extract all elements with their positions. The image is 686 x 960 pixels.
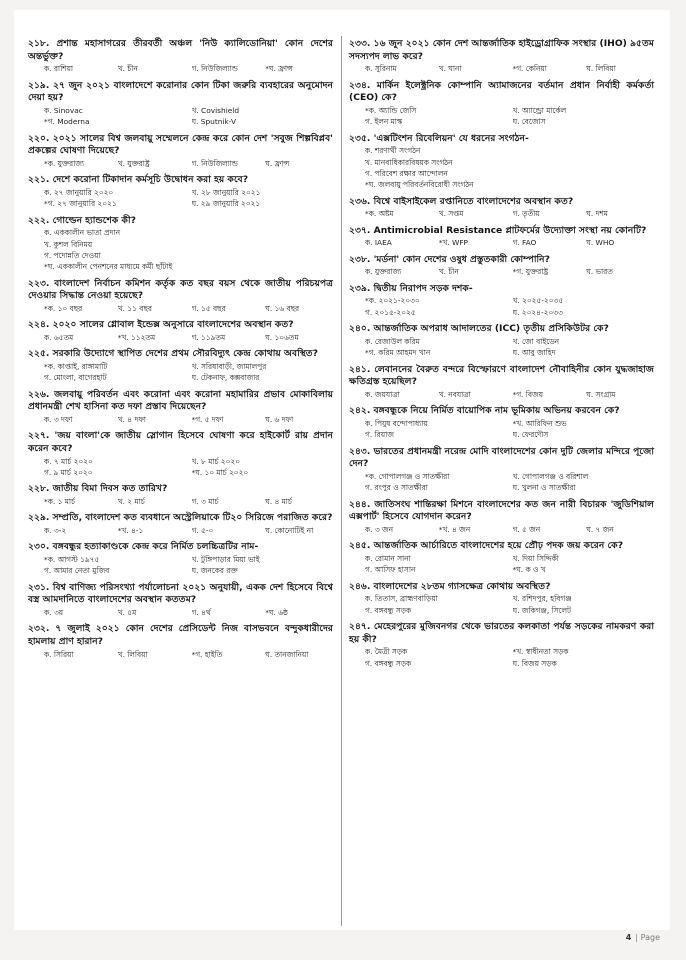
answer-option: *খ. WFP: [438, 238, 469, 248]
answer-option: ক. জয়যাত্রা: [365, 389, 400, 399]
answer-option: গ. ৪র্থ: [191, 608, 211, 617]
answer-option: গ. ১৫ বছর: [191, 304, 226, 313]
question-item: [28, 133, 333, 170]
answer-option: খ. রশিদপুর, হবিগঞ্জ: [512, 594, 572, 604]
question-item: [349, 225, 654, 249]
right-column: [349, 38, 654, 674]
question-item: [349, 323, 654, 358]
answer-options: [349, 237, 654, 248]
answer-option: *ঘ. ক ও খ: [512, 565, 546, 575]
question-text: ২৩৯. দ্বিতীয় নিরাপদ সড়ক দশক-: [349, 282, 473, 294]
answer-options: [28, 187, 333, 210]
answer-options: [28, 303, 333, 314]
answer-option: ক. Sinovac: [44, 105, 83, 115]
question-item: [28, 582, 333, 619]
question-item: [349, 540, 654, 575]
answer-option: *গ. হাইতি: [191, 649, 223, 659]
answer-option: ঘ. ১৬ বছর: [265, 304, 300, 313]
question-text: ২৩২. ৭ জুলাই ২০২১ কোন দেশের প্রেসিডেন্ট নিজ বাসভবনে বন্দুকধারীদের হামলায় প্রাণ হারান?: [28, 623, 333, 647]
answer-option: গ. মোংলা, বাগেরহাট: [44, 373, 107, 383]
answer-option: ঘ. জনকের রক্ত: [191, 566, 238, 576]
answer-options: [28, 496, 333, 507]
question-item: [28, 215, 333, 273]
question-text: ২২১. দেশে করোনা টিকাদান কর্মসূচি উদ্বোধন করা হয় কবে?: [28, 174, 249, 186]
answer-option: খ. ঘানা: [438, 64, 462, 74]
question-item: [28, 278, 333, 315]
answer-option: খ. ২০২৫-২০৩৫: [512, 296, 564, 306]
question-text: ২৪৭. মেহেরপুরের মুজিবনগর থেকে ভারতের কলকাতা পর্যন্ত সড়কের নামকরণ করা হয় কী?: [349, 621, 654, 645]
page-label: Page: [640, 933, 660, 942]
answer-option: খ. টুঙ্গিপাড়ার মিয়া ভাই: [191, 555, 260, 564]
answer-option: ক. মৈত্রী সড়ক: [365, 647, 408, 657]
answer-options: [349, 389, 654, 400]
question-text: ২৩১. বিশ্ব বাণিজ্য পরিসংখ্যা পর্যালোচনা ২০২১ অনুযায়ী, একক দেশ হিসেবে বিশ্বে বস্ত্র আমদানিতে বাংলাদেশের অবস্থান কততম?: [28, 581, 333, 606]
question-text: ২২০. ২০২১ সালের বিশ্ব জলবায়ু সম্মেলনে কেন্দ্র করে কোন দেশ 'সবুজ শিল্পবিপ্লব' প্রকল্পের ঘোষণা দিয়েছে?: [28, 132, 333, 157]
answer-option: ঘ. বিজয় সড়ক: [512, 658, 557, 668]
answer-option: *খ. স্বাধীনতা সড়ক: [512, 647, 569, 657]
answer-options: [349, 208, 654, 219]
answer-option: খ. কুশল বিনিময়: [44, 239, 93, 249]
answer-option: খ. ২৮ জানুয়ারি ২০২১: [191, 187, 261, 197]
answer-options: [28, 554, 333, 577]
question-text: ২২৮. জাতীয় বিমা দিবস কত তারিখ?: [28, 483, 168, 495]
answer-option: গ. আমার নেতা মুজিব: [44, 566, 110, 576]
answer-option: ক. সুরিনাম: [365, 64, 397, 74]
column-divider: [341, 36, 342, 926]
answer-option: *গ. যুক্তরাষ্ট্র: [512, 267, 549, 277]
answer-options: [349, 471, 654, 494]
answer-options: [28, 525, 333, 536]
question-item: [28, 80, 333, 128]
answer-option: ঘ. Sputnik-V: [191, 117, 237, 127]
answer-option: খ. লিবিয়া: [117, 649, 148, 659]
question-text: ২১৮. প্রশান্ত মহাসাগরের তীরবর্তী অঞ্চল 'নিউ ক্যালিডোনিয়া' কোন দেশের অন্তর্ভুক্ত?: [28, 38, 333, 62]
answer-option: গ. ২০১৫-২০২৫: [365, 307, 416, 317]
question-item: [349, 364, 654, 401]
answer-option: ঘ. সংগ্রাম: [586, 389, 616, 399]
answer-option: *ক. ১ মার্চ: [44, 497, 75, 506]
question-item: [349, 581, 654, 616]
question-item: [349, 283, 654, 318]
answer-options: [349, 336, 654, 359]
question-text: ২৪৪. জাতিসংঘ শান্তিরক্ষা মিশনে বাংলাদেশের কত জন নারী বিচারক 'জুডিশিয়াল এক্সপার্ট' হিসেবে যোগদান করেন?: [349, 498, 654, 523]
answer-options: [28, 63, 333, 74]
answer-option: গ. পরিবেশ রক্ষার আন্দোলন: [365, 169, 448, 178]
answer-option: খ. ১১ বছর: [117, 304, 152, 313]
answer-option: ক. ৭ মার্চ ২০২০: [44, 456, 93, 466]
answer-option: ঘ. ২৯ জানুয়ারি ২০২১: [191, 199, 261, 209]
question-item: [28, 623, 333, 660]
answer-option: ঘ. ফ্রান্স: [265, 158, 290, 168]
answer-option: ঘ. ২০২৪-২০৩৩: [512, 307, 563, 317]
answer-options: [349, 524, 654, 535]
answer-option: ক. সিরিয়া: [44, 649, 74, 659]
answer-option: গ. ৯ মার্চ ২০২০: [44, 468, 93, 477]
answer-option: ঘ. ফেরদৌস: [512, 430, 549, 440]
question-item: [28, 430, 333, 478]
answer-options: [28, 456, 333, 479]
answer-option: গ. ৫-০: [191, 526, 214, 535]
answer-option: *ঘ. ফ্রান্স: [265, 64, 293, 74]
answer-option: খ. ৪ দফা: [117, 415, 146, 424]
question-text: ২৩০. বঙ্গবন্ধুর হত্যাকাণ্ডকে কেন্দ্র করে নির্মিত চলচ্চিত্রটির নাম-: [28, 541, 259, 553]
answer-option: ক. IAEA: [365, 238, 392, 248]
answer-option: খ. গোপালগঞ্জ ও বরিশাল: [512, 471, 589, 481]
answer-option: ক. তিতাস, ব্রাহ্মণবাড়িয়া: [365, 594, 438, 604]
answer-option: খ. ৫ম: [117, 608, 137, 617]
answer-option: *ঘ. ৬ষ্ঠ: [265, 608, 288, 617]
answer-option: গ. রিয়াজ: [365, 430, 394, 440]
answer-options: [349, 105, 654, 128]
answer-options: [28, 607, 333, 618]
question-text: ২১৯. ২৭ জুন ২০২১ বাংলাদেশে করোনার কোন টিকা জরুরি ব্যবহারের অনুমোদন দেয়া হয়?: [28, 79, 333, 104]
answer-option: *খ. ১১২তম: [117, 333, 156, 342]
question-item: [349, 499, 654, 536]
question-item: [28, 512, 333, 536]
question-text: ২৪০. আন্তর্জাতিক অপরাধ আদালতের (ICC) তৃতীয় প্রসিকিউটর কে?: [349, 323, 609, 335]
answer-option: খ. যুক্তরাষ্ট্র: [117, 158, 150, 168]
question-item: [349, 196, 654, 220]
answer-option: ঘ. WHO: [586, 238, 615, 248]
answer-option: খ. জো বাইডেন: [512, 336, 560, 346]
answer-option: ক. শরণার্থী সংগঠন: [365, 146, 421, 156]
question-text: ২২৪. ২০২০ সালের গ্লোবাল ইন্ডেক্স অনুসারে বাংলাদেশের অবস্থান কত?: [28, 319, 294, 331]
answer-option: খ. অ্যান্ড্রো মার্কেল: [512, 105, 567, 115]
question-text: ২৩৮. 'মর্ডনা' কোন দেশের ওষুধ প্রস্তুতকারী কোম্পানি?: [349, 253, 550, 265]
answer-option: *ক. গোপালগঞ্জ ও সাতক্ষীরা: [365, 471, 450, 481]
answer-options: [349, 646, 654, 669]
question-text: ২৪২. বঙ্গবন্ধুকে নিয়ে নির্মিত বায়োপিক নাম ভূমিকায় অভিনয় করবেন কে?: [349, 405, 620, 417]
answer-option: গ. আসিফ হাসান: [365, 565, 416, 575]
page-footer: 4 | Page: [625, 933, 660, 942]
question-item: [349, 254, 654, 278]
question-text: ২২৯. সম্প্রতি, বাংলাদেশ কত ব্যবধানে অস্ট্রেলিয়াকে টি২০ সিরিজে পরাজিত করে?: [28, 512, 333, 524]
answer-option: ক. ৩ দফা: [44, 415, 73, 424]
question-item: [28, 389, 333, 426]
answer-option: ঘ. বেজোস: [512, 117, 546, 127]
page-number: 4: [625, 933, 632, 942]
question-text: ২৪৩. ভারতের প্রধানমন্ত্রী নরেন্দ্র মোদি বাংলাদেশের কোন দুটি জেলার মন্দিরে পূজো দেন?: [349, 445, 654, 470]
answer-options: [349, 266, 654, 277]
answer-option: খ. দিয়া সিদ্দিকী: [512, 553, 559, 563]
answer-option: *ক. ২০২১-২০৩০: [365, 296, 420, 306]
answer-option: ক. রোমান সানা: [365, 553, 411, 563]
answer-option: খ. চীন: [117, 64, 138, 74]
answer-option: ক. পিযুষ বন্দোপাধ্যায়: [365, 418, 428, 428]
left-column: [28, 38, 333, 665]
answer-option: *গ. কেনিয়া: [512, 64, 547, 74]
answer-option: খ. সরিষাবাড়ী, জামালপুর: [191, 362, 267, 371]
answer-option: গ. ৩ মার্চ: [191, 497, 219, 506]
answer-option: *খ. আরিফিন শুভ: [512, 418, 567, 428]
question-text: ২২৫. সরকারি উদ্যোগে স্থাপিত দেশের প্রথম সৌরবিদ্যুৎ কেন্দ্র কোথায় অবস্থিত?: [28, 348, 319, 360]
answer-option: ক. এককালীন ভাতা প্রদান: [44, 228, 120, 238]
answer-option: ক. ৩ জন: [365, 524, 394, 534]
answer-options: [349, 593, 654, 616]
question-item: [349, 133, 654, 191]
answer-option: ক. রাশিয়া: [44, 64, 74, 74]
answer-option: ঘ. তানজানিয়া: [265, 649, 309, 659]
answer-option: গ. ৫ জন: [512, 524, 541, 534]
answer-option: ঘ. ৭ জন: [586, 524, 614, 534]
answer-option: খ. চীন: [438, 267, 459, 277]
answer-options: [28, 158, 333, 169]
answer-options: [349, 145, 654, 191]
question-item: [28, 319, 333, 343]
answer-option: *খ. ৪ জন: [438, 524, 471, 534]
answer-option: *গ. করিম আহমদ খান: [365, 348, 431, 358]
answer-option: *ঘ. এককালীন পেনশনের মাধ্যমে কর্মী ছাঁটাই: [44, 262, 173, 272]
answer-option: গ. তৃতীয়: [512, 209, 540, 219]
answer-options: [349, 63, 654, 74]
question-item: [349, 621, 654, 669]
answer-option: ঘ. ৬ দফা: [265, 415, 294, 424]
answer-option: ঘ. জকিগঞ্জ, সিলেট: [512, 605, 572, 615]
question-text: ২২৩. বাংলাদেশ নির্বাচন কমিশন কর্তৃক কত বছর বয়স থেকে জাতীয় পরিচয়পত্র দেওয়ার সিদ্ধান্ত নেওয়া হয়েছে?: [28, 277, 333, 302]
question-text: ২৩৪. মার্কিন ইলেক্ট্রনিক কোম্পানি অ্যামাজনের বর্তমান প্রধান নির্বাহী কর্মকর্তা (CEO) কে?: [349, 79, 654, 104]
answer-option: *ক. অষ্টম: [365, 209, 394, 219]
question-item: [28, 174, 333, 209]
answer-option: *ঘ. ১০ মার্চ ২০২০: [191, 468, 249, 477]
answer-option: গ. বঙ্গবন্ধু সড়ক: [365, 658, 412, 668]
question-item: [28, 483, 333, 507]
answer-option: ক. ৩য়: [44, 608, 64, 617]
answer-option: *ক. যুক্তরাজ্য: [44, 158, 84, 168]
question-text: ২২২. গোল্ডেন হ্যান্ডশেক কী?: [28, 214, 136, 226]
question-item: [28, 348, 333, 383]
answer-option: *গ. ৫ দফা: [191, 415, 224, 424]
question-text: ২২৭. 'জয় বাংলা'কে জাতীয় স্লোগান হিসেবে ঘোষণা করে হাইকোর্ট রায় প্রদান করেন কবে?: [28, 430, 333, 454]
answer-option: খ. মানবাধিকারবিষয়ক সংগঠন: [365, 157, 453, 167]
answer-options: [28, 227, 333, 273]
question-text: ২২৬. জলবায়ু পরিবর্তন এবং করোনা এবং করোনা মহামারির প্রভাব মোকাবিলায় প্রধানমন্ত্রী শেখ হাসিনা কত দফা প্রস্তাব দিয়েছেন?: [28, 388, 333, 413]
answer-option: গ. নিউজিল্যান্ড: [191, 158, 238, 168]
question-sheet: [14, 10, 670, 930]
answer-option: *গ. Moderna: [44, 117, 90, 127]
question-text: ২৩৩. ১৬ জুন ২০২১ কোন দেশ আন্তর্জাতিক হাইড্রোগ্রাফিক সংস্থার (IHO) ৯৫তম সদস্যপদ লাভ করে?: [349, 38, 654, 62]
answer-option: খ. Covishield: [191, 105, 240, 115]
answer-options: [28, 414, 333, 425]
answer-option: গ. পদোন্নতি দেওয়া: [44, 251, 101, 260]
question-text: ২৪১. লেবাননের বৈরুত বন্দরে বিস্ফোরণে বাংলাদেশ নৌবাহিনীর কোন যুদ্ধজাহাজ ক্ষতিগ্রস্ত হয়েছিল?: [349, 363, 654, 388]
question-text: ২৪৬. বাংলাদেশের ২৮তম গ্যাসক্ষেত্র কোথায় অবস্থিত?: [349, 580, 551, 592]
question-text: ২৪৫. আন্তর্জাতিক আর্চারিতে বাংলাদেশের হয়ে প্রৌঢ় পদক জয় করেন কে?: [349, 540, 624, 552]
answer-option: খ. সপ্তম: [438, 209, 464, 219]
answer-option: ঘ. লিবিয়া: [586, 64, 616, 74]
answer-option: ঘ. ৪ মার্চ: [265, 497, 292, 506]
answer-option: *গ. ২৭ জানুয়ারি ২০২১: [44, 199, 117, 209]
answer-option: ঘ. কোনোটিই না: [265, 526, 314, 535]
question-text: ২৩৫. 'এক্সটিংশন রিবেলিয়ন' যে ধরনের সংগঠন-: [349, 132, 529, 144]
question-item: [349, 405, 654, 440]
answer-option: *ঘ. জলবায়ু পরিবর্তনবিরোধী সংগঠন: [365, 180, 474, 190]
answer-options: [349, 553, 654, 576]
question-item: [28, 38, 333, 75]
question-item: [349, 446, 654, 494]
question-text: ২৩৬. বিশ্বে বাইসাইকেল রপ্তানিতে বাংলাদেশের অবস্থান কত?: [349, 195, 574, 207]
question-item: [28, 541, 333, 576]
answer-option: গ. ইলন মাস্ক: [365, 117, 403, 127]
question-text: ২৩৭. Antimicrobial Resistance প্লাটফর্মের উদ্যোক্তা সংস্থা নয় কোনটি?: [349, 224, 647, 236]
answer-options: [28, 105, 333, 128]
answer-option: *খ. ৪-১: [117, 526, 144, 535]
answer-option: *ক. ১০ বছর: [44, 304, 83, 313]
answer-option: ঘ. ভারত: [586, 267, 613, 277]
answer-option: ক. ৬৫তম: [44, 333, 74, 342]
question-item: [349, 38, 654, 75]
answer-options: [28, 649, 333, 660]
answer-option: ঘ. ১০৬তম: [265, 333, 299, 342]
answer-option: খ. ৮ মার্চ ২০২০: [191, 456, 241, 466]
question-item: [349, 80, 654, 128]
answer-option: গ. FAO: [512, 238, 537, 248]
answer-option: খ. নবযাত্রা: [438, 389, 471, 399]
answer-option: ঘ. টেকনাফ, কক্সবাজার: [191, 373, 260, 383]
answer-option: ক. রেজাউল করিম: [365, 336, 420, 346]
answer-option: *ক. অ্যান্ডি জেসি: [365, 105, 417, 115]
answer-option: ঘ. আবু জাহিদ: [512, 348, 556, 358]
answer-options: [28, 332, 333, 343]
answer-options: [349, 295, 654, 318]
answer-option: ক. যুক্তরাজ্য: [365, 267, 402, 277]
answer-option: ঘ. খুলনা ও সাতক্ষীরা: [512, 483, 576, 493]
answer-option: গ. নিউজিল্যান্ড: [191, 64, 238, 74]
answer-option: গ. ১১৯তম: [191, 333, 226, 342]
answer-option: ক. ৩-২: [44, 526, 67, 535]
answer-option: গ. রংপুর ও সাতক্ষীরা: [365, 483, 428, 493]
answer-options: [349, 418, 654, 441]
answer-options: [28, 361, 333, 384]
answer-option: ঘ. দশম: [586, 209, 608, 219]
answer-option: *ক. কাপ্তাই, রাঙ্গামাটি: [44, 362, 108, 371]
answer-option: *গ. বিজয়: [512, 389, 543, 399]
answer-option: গ. বঙ্গবন্ধু সড়ক: [365, 605, 412, 615]
answer-option: খ. ২ মার্চ: [117, 497, 145, 506]
answer-option: *ক. আগস্ট ১৯৭৫: [44, 555, 100, 564]
answer-option: ক. ২৭ জানুয়ারি ২০২০: [44, 187, 114, 197]
